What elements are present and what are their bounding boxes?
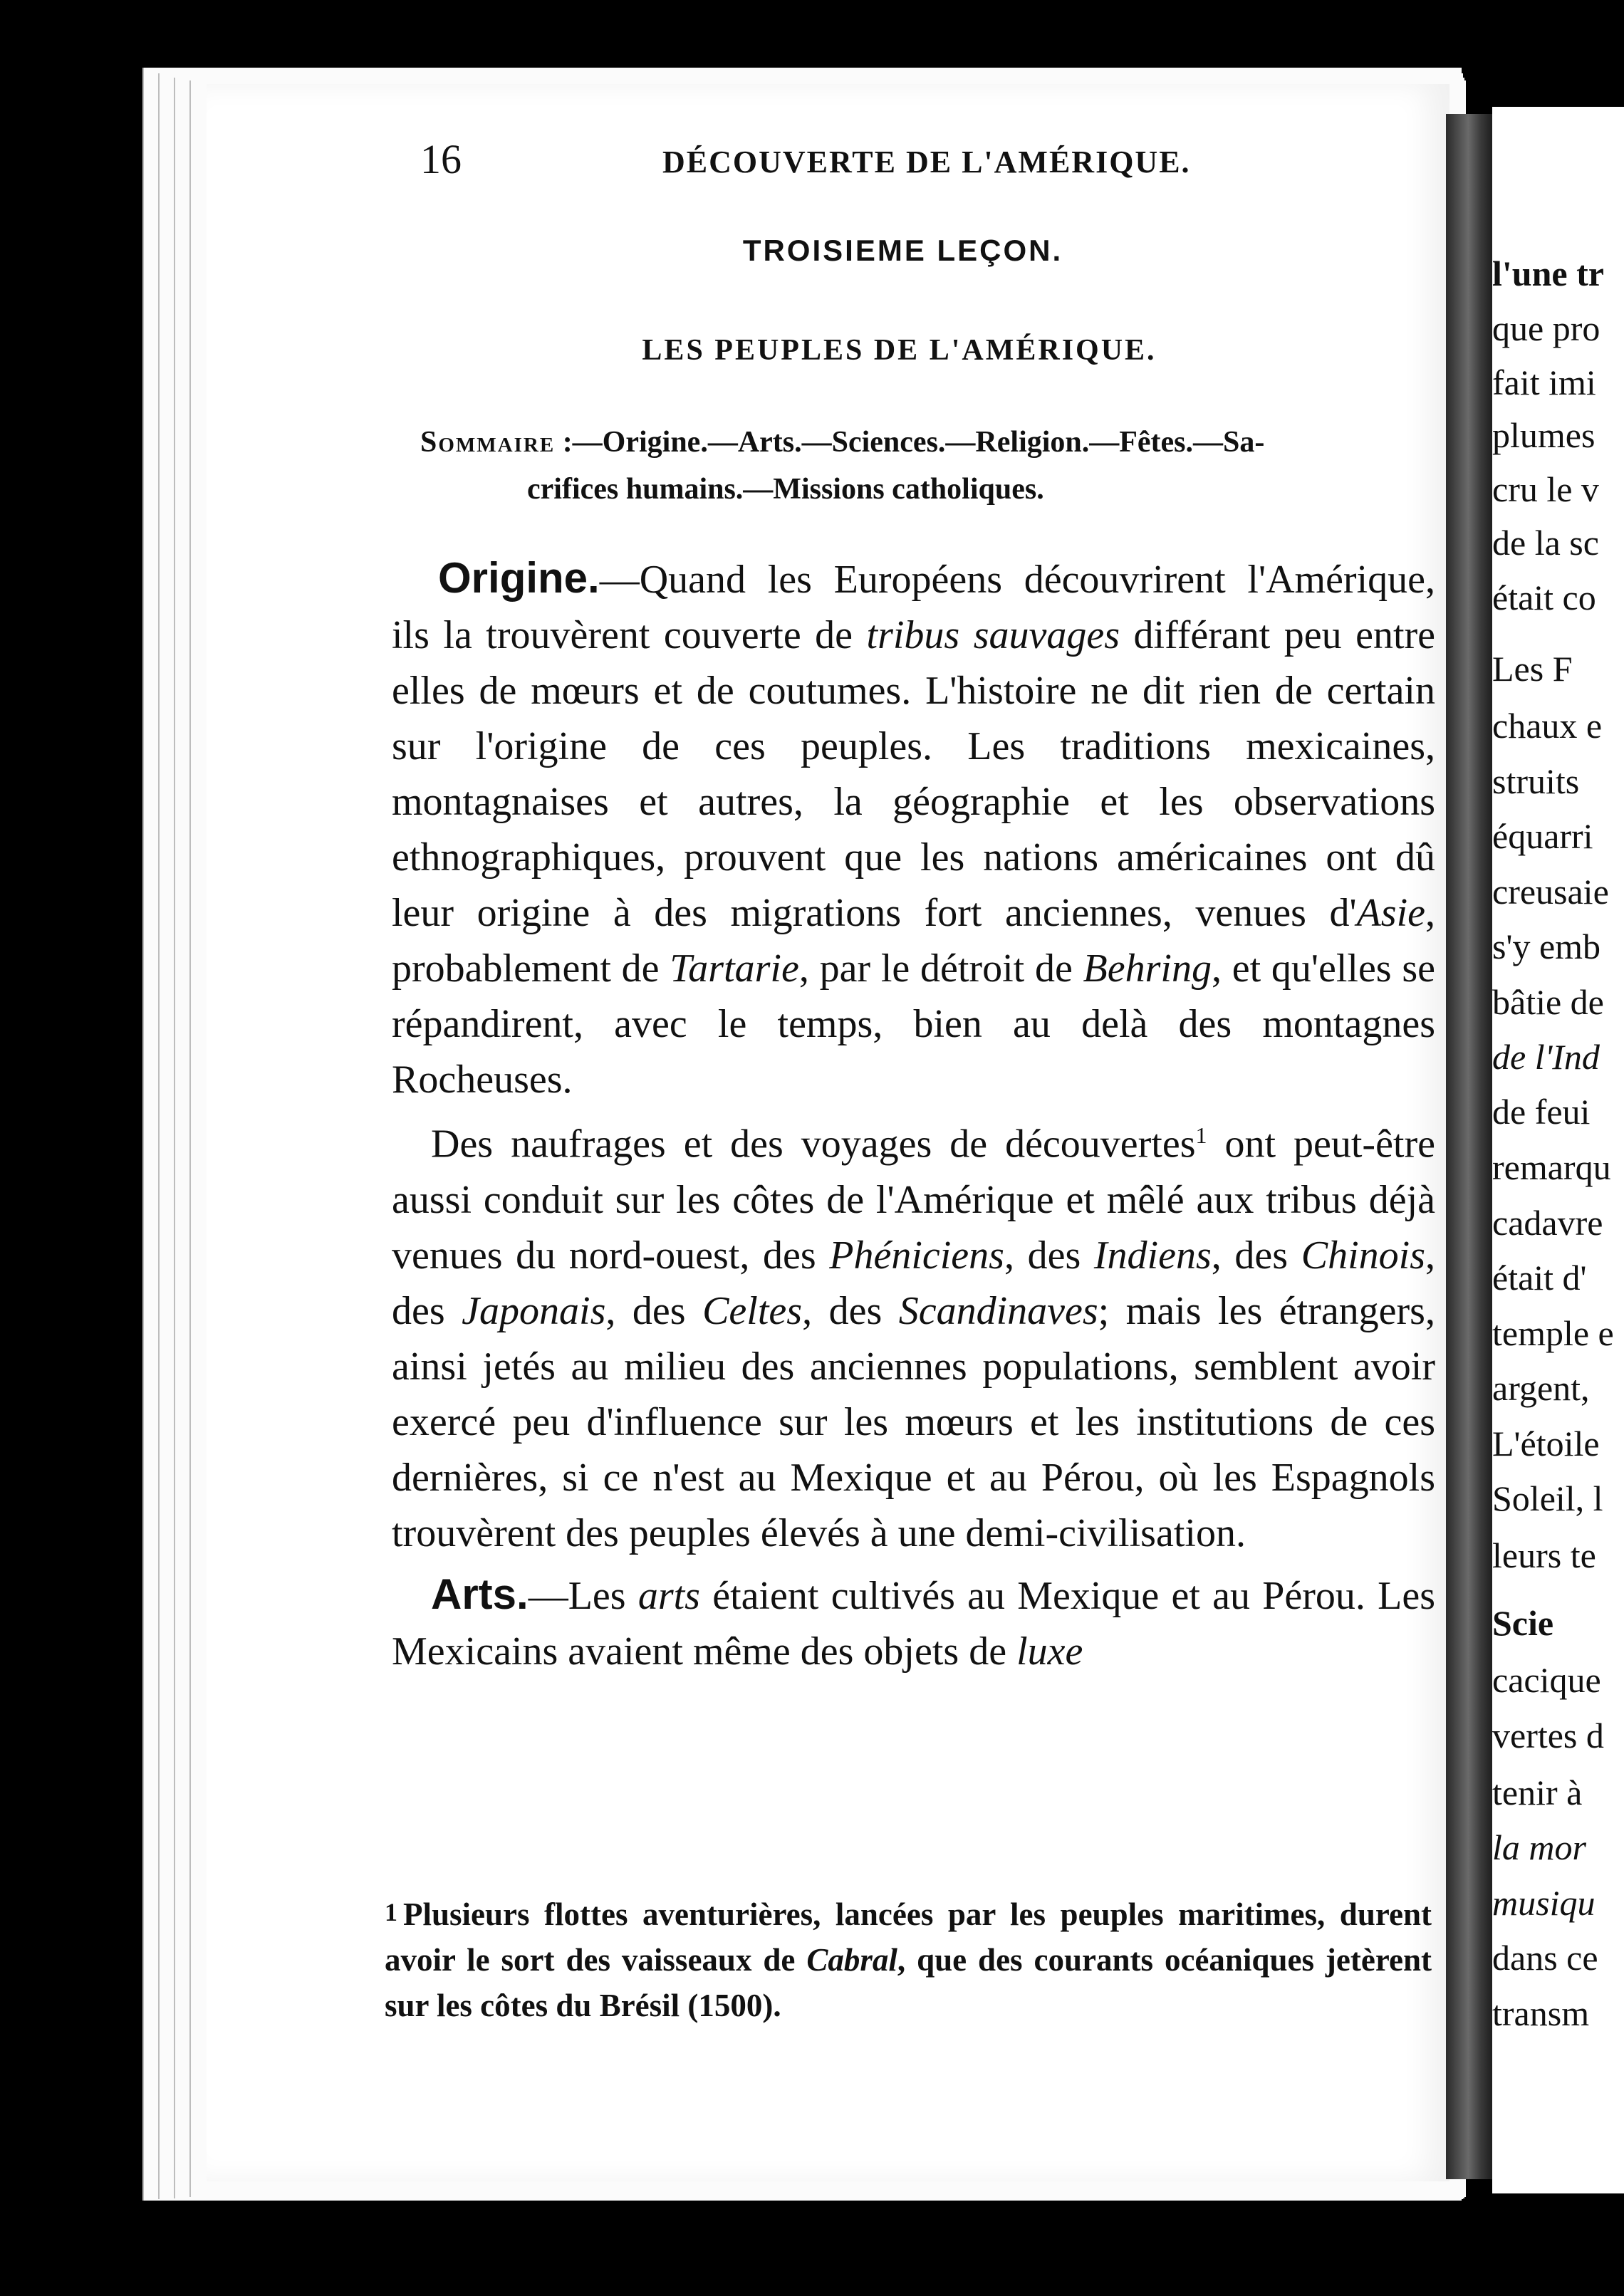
right-page-text-fragment: temple e <box>1492 1313 1614 1353</box>
book-gutter <box>1446 114 1496 2179</box>
italic-run: Behring <box>1083 946 1212 991</box>
italic-run: Cabral <box>806 1942 897 1978</box>
right-page-text-fragment: que pro <box>1492 308 1600 348</box>
right-page-text-fragment: argent, <box>1492 1368 1590 1408</box>
right-page-text-fragment: vertes d <box>1492 1716 1604 1755</box>
text-run: , par le détroit de <box>798 946 1083 991</box>
right-page-text-fragment: la mor <box>1492 1827 1586 1867</box>
text-run: , et qu'elles se répandirent, avec le temps, bien au delà des montagnes Rocheuses. <box>392 946 1436 1102</box>
text-run: , que des courants océaniques jetèrent sur les côtes du Brésil (1500). <box>385 1942 1432 2023</box>
body-text <box>392 550 1435 1679</box>
right-page-text-fragment: Scie <box>1492 1603 1554 1643</box>
text-run: , des <box>1211 1233 1301 1278</box>
section-heading-arts: Arts. <box>431 1570 529 1618</box>
text-run: étaient cultivés au Mexique et au Pérou. Les Mexicains avaient même des objets de <box>392 1573 1435 1674</box>
right-page-text-fragment: plumes <box>1492 415 1596 455</box>
section-heading-origine: Origine. <box>438 554 600 602</box>
chapter-title: LES PEUPLES DE L'AMÉRIQUE. <box>642 334 1157 367</box>
right-page <box>1492 107 1624 2193</box>
right-page-text-fragment: bâtie de <box>1492 982 1604 1022</box>
italic-run: luxe <box>1016 1629 1083 1674</box>
right-page-text-fragment: chaux e <box>1492 706 1603 746</box>
right-page-text-fragment: équarri <box>1492 816 1593 856</box>
running-title: DÉCOUVERTE DE L'AMÉRIQUE. <box>662 145 1191 179</box>
right-page-text-fragment: était d' <box>1492 1258 1587 1298</box>
text-run: , des <box>392 1233 1435 1333</box>
text-run: ; mais les étrangers, ainsi jetés au milieu des anciennes populations, semblent avoir exercé peu d'influence sur les mœurs et les institutions de ces dernières, si ce n'est au Mexique et au Pérou, où les Espagnols trouvèrent des peuples élevés à une demi-civilisation. <box>392 1288 1435 1555</box>
right-page-text-fragment: fait imi <box>1492 362 1596 402</box>
right-page-text-fragment: l'une tr <box>1492 254 1604 293</box>
right-page-text-fragment: L'étoile <box>1492 1424 1600 1463</box>
text-run: —Quand les Européens découvrirent l'Amérique, ils la trouvèrent couverte de <box>392 558 1435 657</box>
italic-run: Celtes <box>702 1288 803 1333</box>
text-run: différant peu entre elles de mœurs et de coutumes. L'histoire ne dit rien de certain sur l'origine de ces peuples. Les traditions mexicaines, montagnaises et autres, la géographie et les observations ethnographiques, prouvent que les nations américaines ont dû leur origine à des migrations fort anciennes, venues d' <box>392 613 1436 935</box>
italic-run: Tartarie <box>670 946 799 991</box>
right-page-text-fragment: de la sc <box>1492 523 1599 563</box>
right-page-text-fragment: dans ce <box>1492 1938 1598 1978</box>
text-run: Des naufrages et des voyages de découvertes <box>431 1122 1196 1167</box>
lesson-title: TROISIEME LEÇON. <box>742 234 1063 267</box>
summary-line-1: :—Origine.—Arts.—Sciences.—Religion.—Fêtes.—Sa- <box>555 426 1265 459</box>
italic-run: Indiens <box>1093 1233 1212 1278</box>
right-page-text-fragment: s'y emb <box>1492 927 1601 966</box>
page-header <box>420 135 1417 192</box>
right-page-text-fragment: transm <box>1492 1993 1590 2033</box>
right-page-text-fragment: Les F <box>1492 649 1573 689</box>
right-page-text-fragment: était co <box>1492 578 1596 617</box>
right-page-text-fragment: remarqu <box>1492 1147 1611 1187</box>
right-page-text-fragment: creusaie <box>1492 872 1609 912</box>
right-page-text-fragment: tenir à <box>1492 1773 1583 1812</box>
footnote-number: 1 <box>385 1898 397 1926</box>
right-page-text-fragment: Soleil, l <box>1492 1478 1603 1518</box>
paragraph-origine <box>392 550 1435 1107</box>
right-page-text-fragment: musiqu <box>1492 1883 1596 1923</box>
right-page-text-fragment: cacique <box>1492 1660 1601 1700</box>
right-page-text-fragment: struits <box>1492 761 1580 801</box>
page-number: 16 <box>420 136 462 182</box>
italic-run: Scandinaves <box>898 1288 1098 1333</box>
italic-run: Asie <box>1356 891 1425 935</box>
text-run: , probablement de <box>392 891 1435 991</box>
footnote-ref: 1 <box>1195 1122 1207 1148</box>
paragraph-arts <box>392 1567 1435 1679</box>
left-page <box>207 84 1449 2181</box>
right-page-text-fragment: de l'Ind <box>1492 1037 1600 1077</box>
italic-run: Chinois <box>1301 1233 1425 1278</box>
text-run: , des <box>1004 1233 1094 1278</box>
text-run: , des <box>605 1288 703 1333</box>
text-run: , des <box>802 1288 899 1333</box>
italic-run: arts <box>637 1573 700 1618</box>
text-run: —Les <box>528 1573 638 1618</box>
footnote <box>385 1889 1432 2028</box>
text-run: ont peut-être aussi conduit sur les côtes de l'Amérique et mêlé aux tribus déjà venues du nord-ouest, des <box>392 1122 1435 1278</box>
right-page-text-fragment: leurs te <box>1492 1535 1596 1575</box>
italic-run: Phéniciens <box>829 1233 1004 1278</box>
text-run: Plusieurs flottes aventurières, lancées par les peuples maritimes, durent avoir le sort des vaisseaux de <box>385 1896 1432 1978</box>
right-page-text-fragment: de feui <box>1492 1092 1591 1132</box>
italic-run: Japonais <box>462 1288 606 1333</box>
right-page-text-fragment: cru le v <box>1492 469 1599 509</box>
summary <box>420 419 1446 513</box>
paragraph-naufrages <box>392 1107 1435 1561</box>
summary-label: Sommaire <box>420 426 556 459</box>
summary-line-2: crifices humains.—Missions catholiques. <box>527 473 1044 506</box>
italic-run: tribus sauvages <box>866 613 1120 657</box>
right-page-text-fragment: cadavre <box>1492 1203 1603 1243</box>
